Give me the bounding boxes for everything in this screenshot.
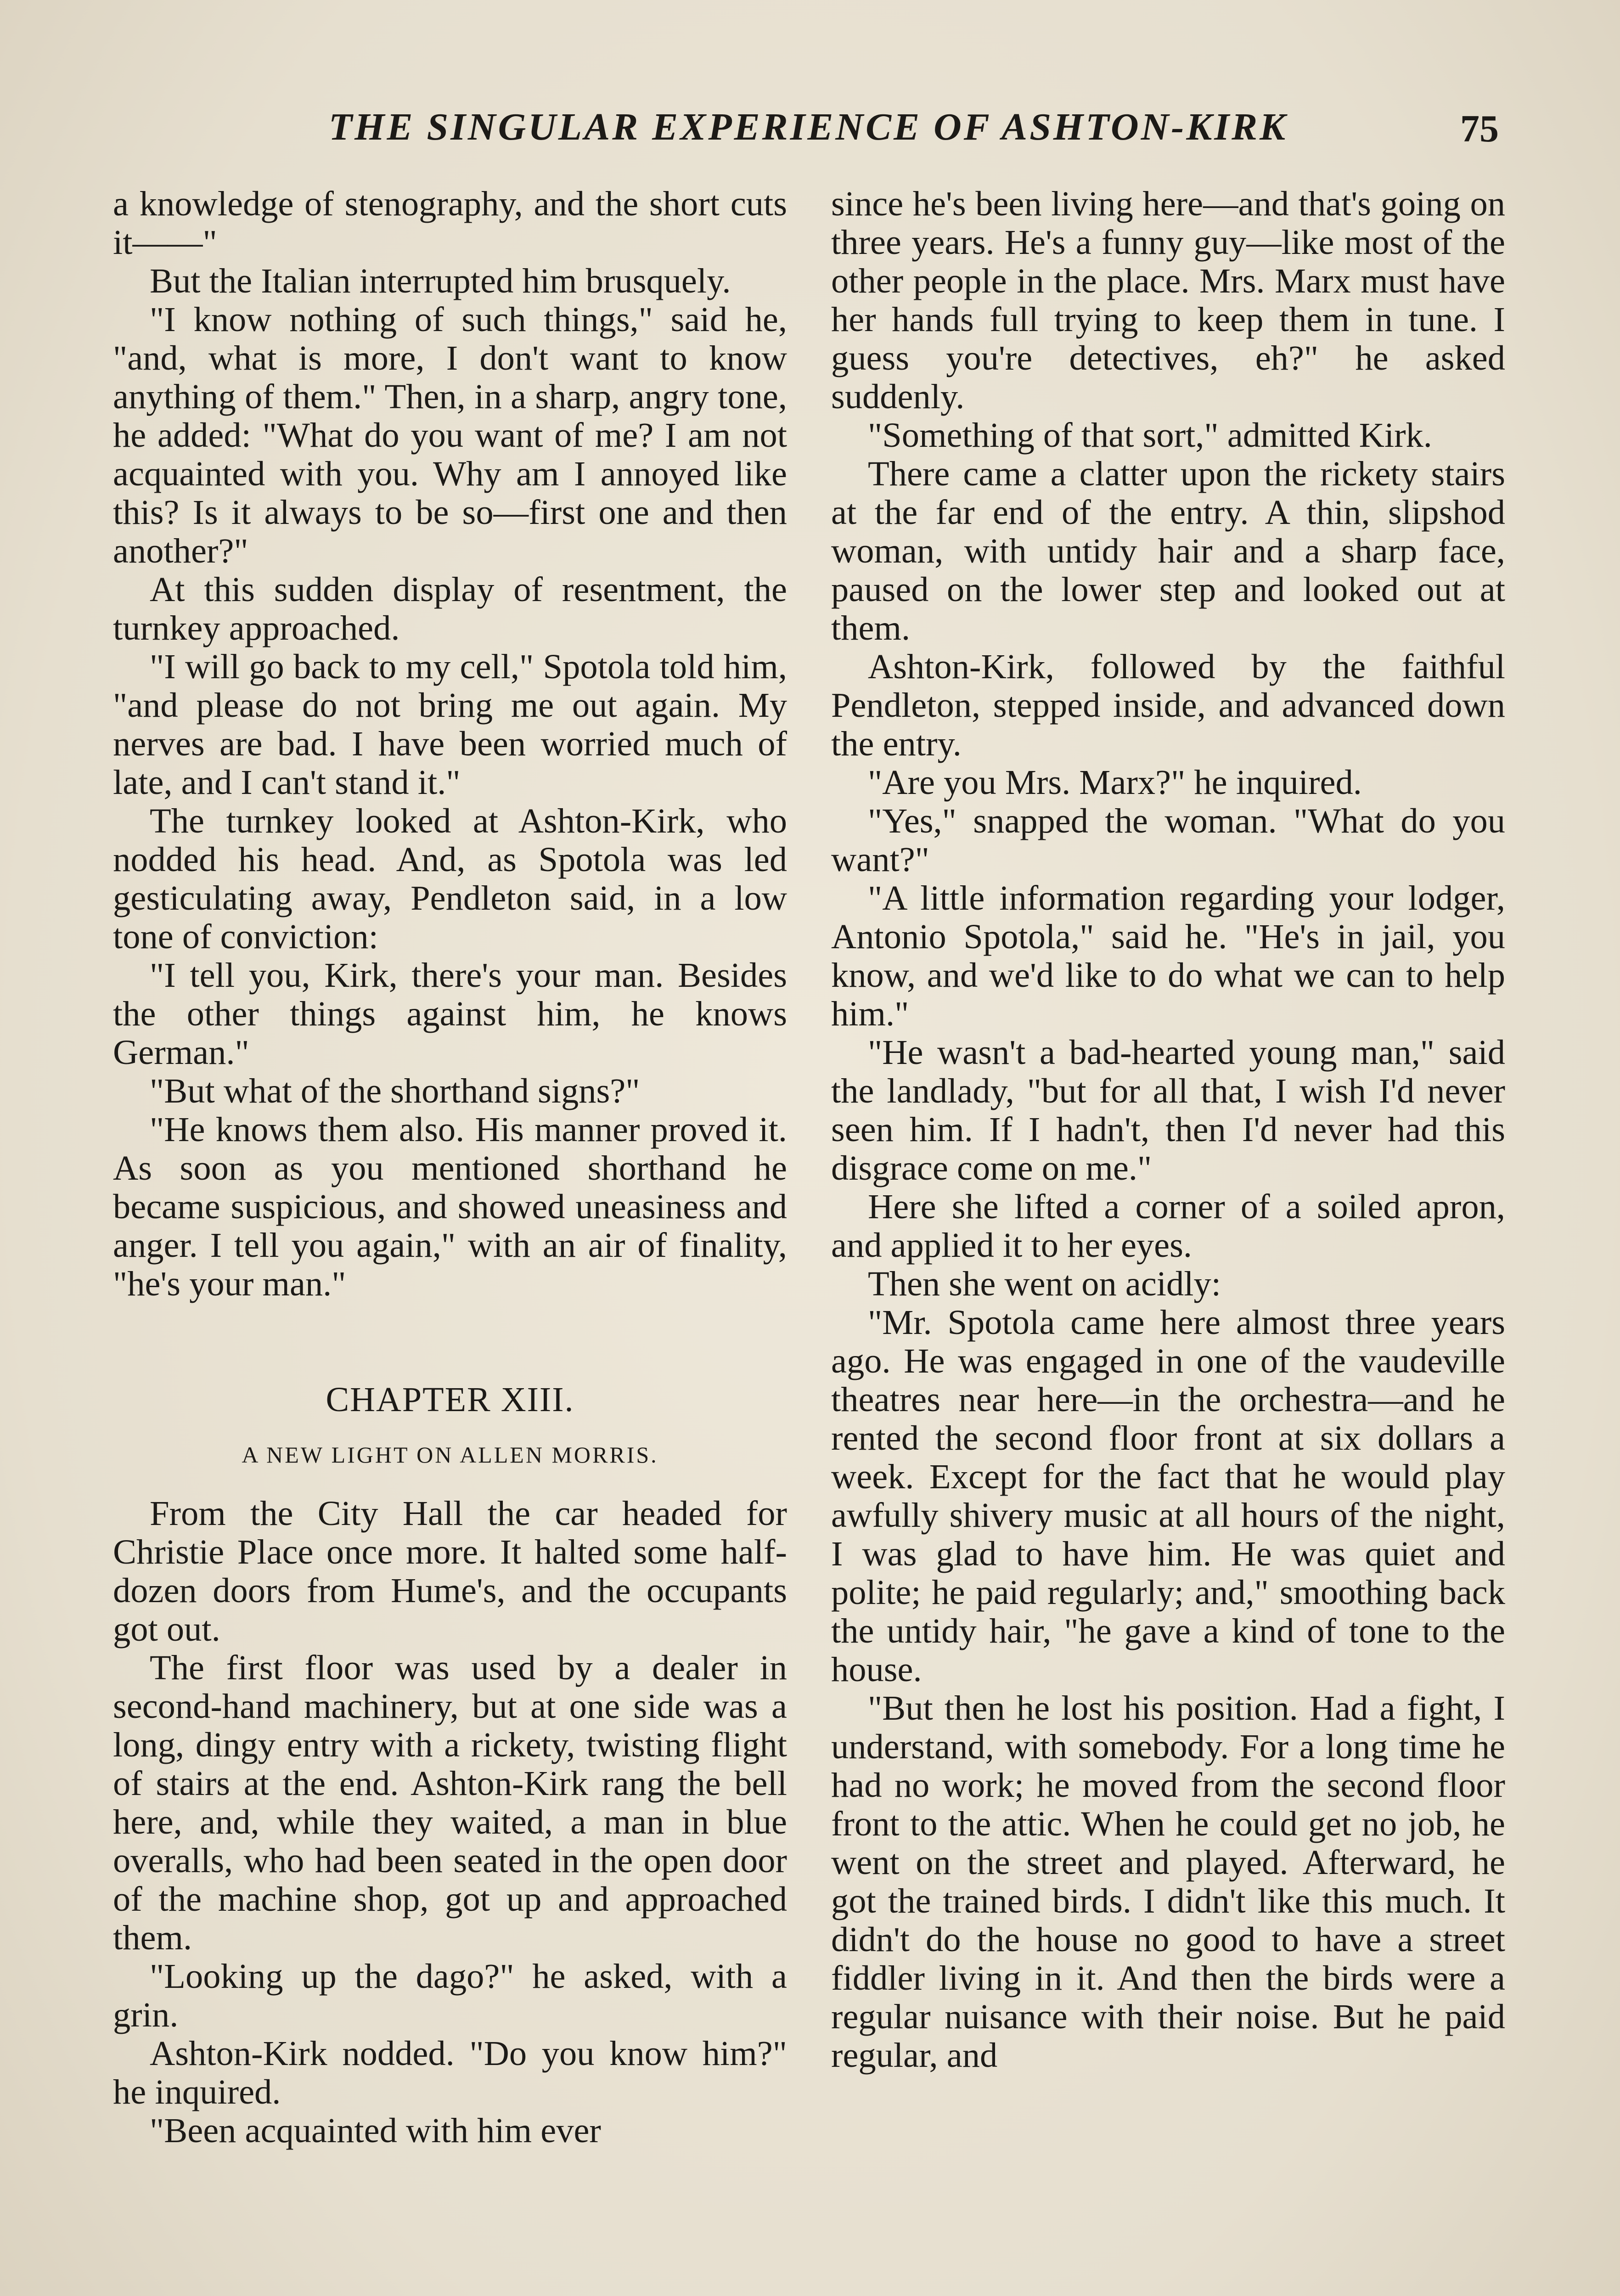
left-column xyxy=(113,185,787,2150)
paragraph: Ashton-Kirk nodded. "Do you know him?" he inquired. xyxy=(113,2034,787,2111)
paragraph: But the Italian interrupted him brusquely. xyxy=(150,261,731,300)
paragraph: a knowledge of stenography, and the short cuts it——" xyxy=(113,184,787,262)
paragraph: "I tell you, Kirk, there's your man. Besides the other things against him, he knows German." xyxy=(113,956,787,1072)
paragraph: From the City Hall the car headed for Christie Place once more. It halted some half-dozen doors from Hume's, and the occupants got out. xyxy=(113,1494,787,1649)
paragraph: There came a clatter upon the rickety stairs at the far end of the entry. A thin, slipshod woman, with untidy hair and a sharp face, paused on the lower step and looked out at them. xyxy=(831,454,1505,647)
paragraph: since he's been living here—and that's going on three years. He's a funny guy—like most of the other people in the place. Mrs. Marx must have her hands full trying to keep them in tune. I guess you're detectives, eh?" he asked suddenly. xyxy=(831,184,1505,416)
chapter-subtitle: A NEW LIGHT ON ALLEN MORRIS. xyxy=(242,1442,658,1468)
paragraph: "Been acquainted with him ever xyxy=(150,2111,601,2150)
paragraph: "Yes," snapped the woman. "What do you want?" xyxy=(831,801,1505,879)
paragraph: "Are you Mrs. Marx?" he inquired. xyxy=(868,763,1362,802)
paragraph: "Looking up the dago?" he asked, with a grin. xyxy=(113,1957,787,2034)
paragraph: Here she lifted a corner of a soiled apron, and applied it to her eyes. xyxy=(831,1187,1505,1265)
paragraph: The first floor was used by a dealer in second-hand machinery, but at one side was a long, dingy entry with a rickety, twisting flight of stairs at the end. Ashton-Kirk rang the bell here, and, while they waited, a man in blue overalls, who had been seated in the open door of the machine shop, got up and approached them. xyxy=(113,1648,787,1957)
paragraph: "I know nothing of such things," said he, "and, what is more, I don't want to know anything of them." Then, in a sharp, angry tone, he added: "What do you want of me? I am not acquainted with you. Why am I annoyed like this? Is it always to be so—first one and then another?" xyxy=(113,300,787,570)
paragraph: "He knows them also. His manner proved it. As soon as you mentioned shorthand he became suspicious, and showed uneasiness and anger. I tell you again," with an air of finality, "he's your man." xyxy=(113,1110,787,1303)
paragraph: "He wasn't a bad-hearted young man," said the landlady, "but for all that, I wish I'd never seen him. If I hadn't, then I'd never had this disgrace come on me." xyxy=(831,1033,1505,1187)
paragraph: "Mr. Spotola came here almost three years ago. He was engaged in one of the vaudeville theatres near here—in the orchestra—and he rented the second floor front at six dollars a week. Except for the fact that he would play awfully shivery music at all hours of the night, I was glad to have him. He was quiet and polite; he paid regularly; and," smoothing back the untidy hair, "he gave a kind of tone to the house. xyxy=(831,1303,1505,1689)
paragraph: The turnkey looked at Ashton-Kirk, who nodded his head. And, as Spotola was led gesticulating away, Pendleton said, in a low tone of conviction: xyxy=(113,801,787,956)
paragraph: "But then he lost his position. Had a fight, I understand, with somebody. For a long time he had no work; he moved from the second floor front to the attic. When he could get no job, he went on the street and played. Afterward, he got the trained birds. I didn't like this much. It didn't do the house no good to have a street fiddler living in it. And then the birds were a regular nuisance with their noise. But he paid regular, and xyxy=(831,1688,1505,2075)
paragraph: At this sudden display of resentment, the turnkey approached. xyxy=(113,570,787,647)
paragraph: "Something of that sort," admitted Kirk. xyxy=(868,416,1432,455)
chapter-heading: CHAPTER XIII. xyxy=(326,1380,574,1419)
paragraph: "But what of the shorthand signs?" xyxy=(150,1071,640,1110)
right-column xyxy=(831,185,1505,2075)
paragraph: Ashton-Kirk, followed by the faithful Pendleton, stepped inside, and advanced down the entry. xyxy=(831,647,1505,763)
paragraph: "I will go back to my cell," Spotola told him, "and please do not bring me out again. My nerves are bad. I have been worried much of late, and I can't stand it." xyxy=(113,647,787,802)
paragraph: "A little information regarding your lodger, Antonio Spotola," said he. "He's in jail, you know, and we'd like to do what we can to help him." xyxy=(831,878,1505,1033)
page-number: 75 xyxy=(1460,107,1499,150)
running-head-title: THE SINGULAR EXPERIENCE OF ASHTON-KIRK xyxy=(328,106,1288,148)
paragraph: Then she went on acidly: xyxy=(868,1264,1221,1303)
